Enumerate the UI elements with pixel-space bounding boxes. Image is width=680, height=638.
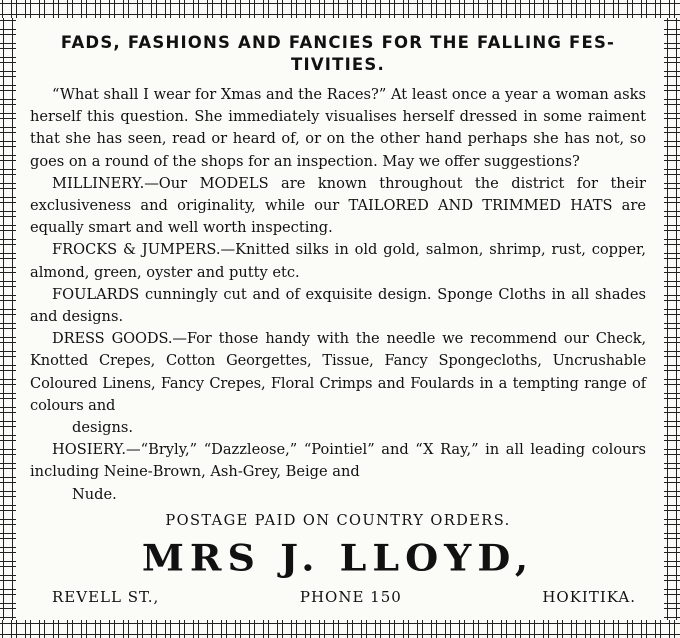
hosiery-paragraph-end: Nude. bbox=[72, 485, 117, 503]
intro-paragraph: “What shall I wear for Xmas and the Races?” At least once a year a woman asks herself this question. She immediately visualises herself dressed in some raiment that she has seen, read or heard of, or on the other hand perhaps she has not, so goes on a round of the shops for an inspection. May we offer suggestions? bbox=[30, 86, 646, 170]
postage-notice: POSTAGE PAID ON COUNTRY ORDERS. bbox=[165, 511, 511, 529]
advert-body bbox=[30, 26, 646, 608]
ornamental-border-top bbox=[0, 0, 680, 18]
dress-goods-paragraph-end: designs. bbox=[72, 419, 134, 437]
shop-name: MRS J. LLOYD, bbox=[141, 536, 535, 579]
foulards-paragraph: FOULARDS cunningly cut and of exquisite design. Sponge Cloths in all shades and designs. bbox=[30, 285, 646, 326]
address-footer bbox=[30, 586, 646, 608]
advert-headline: FADS, FASHIONS AND FANCIES FOR THE FALLING FES- TIVITIES. bbox=[60, 33, 616, 74]
millinery-paragraph: MILLINERY.—Our MODELS are known throughout the district for their exclusiveness and originality, while our TAILORED AND TRIMMED HATS are equally smart and well worth inspecting. bbox=[30, 174, 646, 237]
town-name: HOKITIKA. bbox=[542, 587, 636, 606]
street-address: REVELL ST., bbox=[52, 587, 160, 606]
frocks-paragraph: FROCKS & JUMPERS.—Knitted silks in old gold, salmon, shrimp, rust, copper, almond, green, oyster and putty etc. bbox=[30, 241, 646, 281]
phone-number: PHONE 150 bbox=[299, 587, 402, 606]
ornamental-border-bottom bbox=[0, 620, 680, 638]
dress-goods-paragraph: DRESS GOODS.—For those handy with the needle we recommend our Check, Knotted Crepes, Cotton Georgettes, Tissue, Fancy Spongecloths, Uncrushable Coloured Linens, Fancy Crepes, Floral Crimps and Foulards in a tempting range of colours and bbox=[30, 330, 646, 414]
ornamental-border-left bbox=[0, 18, 16, 620]
hosiery-paragraph: HOSIERY.—“Bryly,” “Dazzleose,” “Pointiel” and “X Ray,” in all leading colours including Neine-Brown, Ash-Grey, Beige and bbox=[30, 441, 646, 481]
ornamental-border-right bbox=[664, 18, 680, 620]
